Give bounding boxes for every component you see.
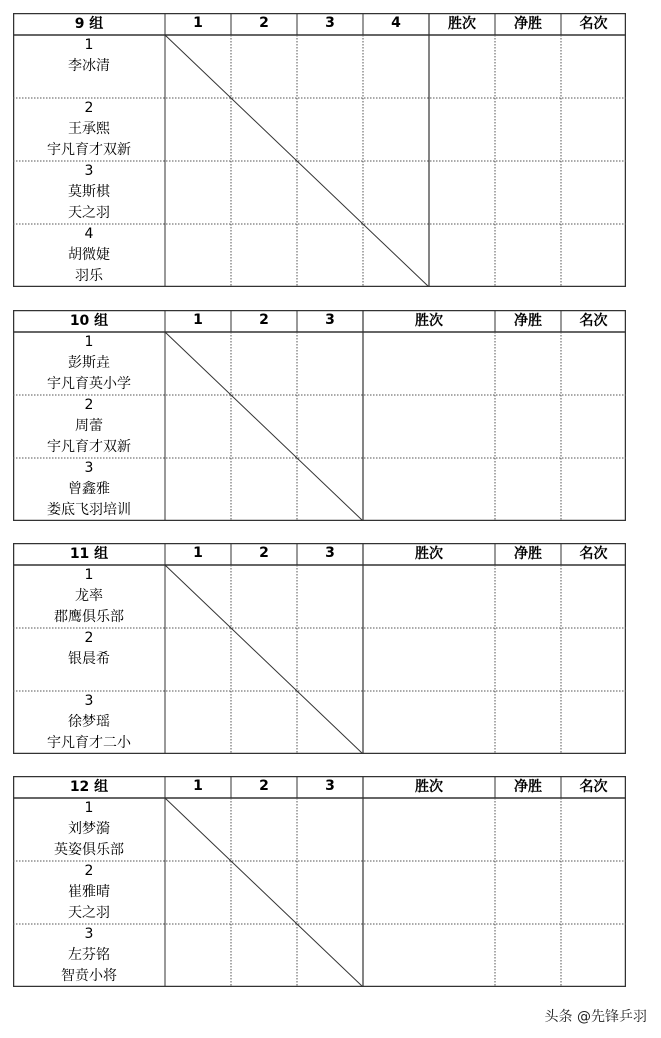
grid-line [165, 798, 363, 987]
player-no: 3 [84, 460, 94, 476]
stat-header-wins: 胜次 [415, 313, 443, 329]
stat-header-rank: 名次 [579, 546, 608, 562]
player-club: 娄底飞羽培训 [47, 502, 131, 518]
column-header: 1 [193, 312, 203, 328]
player-no: 3 [84, 926, 94, 942]
stat-header-wins: 胜次 [448, 16, 476, 32]
player-name: 崔雅晴 [68, 884, 110, 900]
player-club: 宇凡育才二小 [47, 735, 131, 751]
stat-header-rank: 名次 [579, 16, 608, 32]
player-cell [13, 35, 165, 98]
player-club: 天之羽 [68, 905, 110, 921]
column-header: 2 [259, 15, 269, 31]
group-table [13, 13, 626, 287]
stat-header-rank: 名次 [579, 313, 608, 329]
player-cell [13, 691, 165, 754]
player-cell [13, 628, 165, 691]
player-cell [13, 861, 165, 924]
player-club: 天之羽 [68, 205, 110, 221]
player-cell [13, 98, 165, 161]
player-name: 王承熙 [68, 121, 110, 137]
stat-header-net: 净胜 [514, 546, 542, 562]
player-cell [13, 332, 165, 395]
player-club: 郡鹰俱乐部 [54, 609, 124, 625]
player-no: 2 [84, 630, 94, 646]
player-name: 龙率 [75, 588, 103, 604]
player-club: 智贲小将 [61, 968, 117, 984]
player-name: 左芬铭 [68, 947, 110, 963]
player-name: 银晨希 [68, 651, 110, 667]
player-name: 彭斯垚 [68, 355, 110, 371]
column-header: 1 [193, 15, 203, 31]
stat-header-net: 净胜 [514, 313, 542, 329]
player-no: 1 [84, 334, 94, 350]
player-no: 1 [84, 800, 94, 816]
stat-header-net: 净胜 [514, 779, 542, 795]
column-header: 3 [325, 778, 335, 794]
grid-line [165, 565, 363, 754]
grid-line [165, 35, 429, 287]
player-no: 1 [84, 37, 94, 53]
player-cell [13, 161, 165, 224]
player-name: 莫斯棋 [68, 184, 110, 200]
player-no: 3 [84, 163, 94, 179]
player-no: 2 [84, 863, 94, 879]
player-cell [13, 565, 165, 628]
column-header: 3 [325, 15, 335, 31]
stat-header-wins: 胜次 [415, 546, 443, 562]
player-cell [13, 395, 165, 458]
player-name: 周蕾 [75, 418, 103, 434]
column-header: 2 [259, 545, 269, 561]
player-club: 宇凡育才双新 [47, 439, 131, 455]
stat-header-wins: 胜次 [415, 779, 443, 795]
group-title: 11 组 [69, 546, 109, 562]
column-header: 2 [259, 312, 269, 328]
player-no: 2 [84, 397, 94, 413]
player-no: 4 [84, 226, 94, 242]
group-title: 12 组 [69, 779, 109, 795]
player-cell [13, 924, 165, 987]
column-header: 2 [259, 778, 269, 794]
stat-header-net: 净胜 [514, 16, 542, 32]
player-club: 宇凡育英小学 [47, 376, 131, 392]
group-table [13, 543, 626, 754]
column-header: 3 [325, 312, 335, 328]
player-no: 2 [84, 100, 94, 116]
column-header: 1 [193, 545, 203, 561]
column-header: 3 [325, 545, 335, 561]
column-header: 1 [193, 778, 203, 794]
player-name: 刘梦漪 [68, 821, 110, 837]
column-header: 4 [391, 15, 401, 31]
player-name: 徐梦瑶 [68, 714, 110, 730]
player-cell [13, 798, 165, 861]
group-title: 10 组 [69, 313, 109, 329]
player-cell [13, 224, 165, 287]
player-club: 羽乐 [75, 268, 103, 284]
player-no: 1 [84, 567, 94, 583]
grid-line [165, 332, 363, 521]
player-cell [13, 458, 165, 521]
player-club: 英姿俱乐部 [54, 842, 124, 858]
watermark: 头条 @先锋乒羽 [544, 1009, 647, 1025]
player-name: 曾鑫雅 [68, 481, 110, 497]
player-no: 3 [84, 693, 94, 709]
stat-header-rank: 名次 [579, 779, 608, 795]
group-title: 9 组 [74, 16, 104, 32]
group-table [13, 776, 626, 987]
player-name: 李冰清 [68, 58, 110, 74]
group-table [13, 310, 626, 521]
player-name: 胡微婕 [68, 247, 110, 263]
player-club: 宇凡育才双新 [47, 142, 131, 158]
